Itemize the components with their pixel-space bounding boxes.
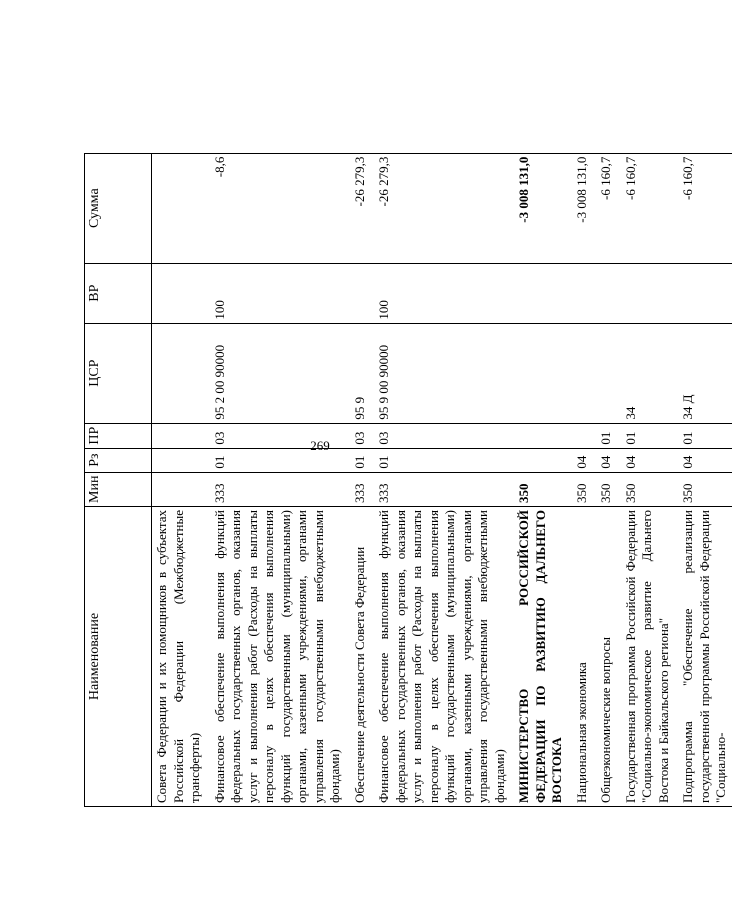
cell-csr: 95 9	[346, 323, 371, 423]
cell-min: 350	[617, 472, 675, 506]
cell-name: Финансовое обеспечение выполнения функций федеральных государственных органов, оказания услуг и выполнения работ (Расходы на выплаты персоналу в целях обеспечения выполнения функций государственными (муниципальными) органами, казенными учреждениями, органами управления государственными внебюджетными фондами)	[370, 507, 510, 807]
cell-rz	[152, 448, 206, 472]
cell-rz: 04	[674, 448, 732, 472]
cell-csr: 34 Д	[674, 323, 732, 423]
table-row	[346, 153, 371, 806]
cell-pr: 01	[592, 423, 617, 448]
cell-csr: 95 2 00 90000	[206, 323, 346, 423]
cell-min: 350	[510, 472, 568, 506]
cell-sum: -3 008 131,0	[510, 153, 568, 263]
cell-vr	[568, 263, 593, 323]
cell-min	[152, 472, 206, 506]
header-vr: ВР	[85, 263, 152, 323]
table-row	[568, 153, 593, 806]
cell-vr	[674, 263, 732, 323]
cell-name: Государственная программа Российской Федерации "Социально-экономическое развитие Дальнего Востока и Байкальского региона"	[617, 507, 675, 807]
cell-pr: 01	[674, 423, 732, 448]
table-row	[674, 153, 732, 806]
cell-csr	[152, 323, 206, 423]
cell-pr: 03	[206, 423, 346, 448]
cell-vr	[592, 263, 617, 323]
cell-sum: -26 279,3	[346, 153, 371, 263]
cell-vr: 100	[206, 263, 346, 323]
table-row	[370, 153, 510, 806]
cell-vr	[152, 263, 206, 323]
cell-name: Национальная экономика	[568, 507, 593, 807]
table-body	[152, 153, 732, 806]
cell-sum: -3 008 131,0	[568, 153, 593, 263]
cell-pr	[510, 423, 568, 448]
cell-pr: 01	[617, 423, 675, 448]
cell-rz: 04	[568, 448, 593, 472]
cell-rz: 01	[370, 448, 510, 472]
cell-min: 333	[370, 472, 510, 506]
header-rz: Рз	[85, 448, 152, 472]
table-row	[152, 153, 206, 806]
cell-pr	[568, 423, 593, 448]
cell-csr: 34	[617, 323, 675, 423]
cell-name: МИНИСТЕРСТВО РОССИЙСКОЙ ФЕДЕРАЦИИ ПО РАЗВИТИЮ ДАЛЬНЕГО ВОСТОКА	[510, 507, 568, 807]
cell-rz: 01	[206, 448, 346, 472]
cell-name: Финансовое обеспечение выполнения функций федеральных государственных органов, оказания услуг и выполнения работ (Расходы на выплаты персоналу в целях обеспечения выполнения функций государственными (муниципальными) органами, казенными учреждениями, органами управления государственными внебюджетными фондами)	[206, 507, 346, 807]
cell-min: 333	[206, 472, 346, 506]
cell-csr	[592, 323, 617, 423]
cell-sum: -6 160,7	[617, 153, 675, 263]
header-csr: ЦСР	[85, 323, 152, 423]
cell-csr	[510, 323, 568, 423]
header-sum: Сумма	[85, 153, 152, 263]
cell-min: 333	[346, 472, 371, 506]
cell-sum: -6 160,7	[592, 153, 617, 263]
cell-sum	[152, 153, 206, 263]
cell-csr: 95 9 00 90000	[370, 323, 510, 423]
cell-min: 350	[592, 472, 617, 506]
cell-name: Обеспечение деятельности Совета Федерации	[346, 507, 371, 807]
table-row	[592, 153, 617, 806]
budget-table	[84, 153, 732, 807]
table-row	[617, 153, 675, 806]
cell-csr	[568, 323, 593, 423]
cell-pr	[152, 423, 206, 448]
cell-sum: -8,6	[206, 153, 346, 263]
cell-rz: 01	[346, 448, 371, 472]
cell-vr	[617, 263, 675, 323]
cell-pr: 03	[346, 423, 371, 448]
cell-min: 350	[568, 472, 593, 506]
header-pr: ПР	[85, 423, 152, 448]
cell-name: Подпрограмма "Обеспечение реализации государственной программы Российской Федерации "Социально-	[674, 507, 732, 807]
cell-rz	[510, 448, 568, 472]
cell-vr	[346, 263, 371, 323]
table-header	[85, 153, 152, 806]
cell-sum: -26 279,3	[370, 153, 510, 263]
cell-pr: 03	[370, 423, 510, 448]
table-row	[206, 153, 346, 806]
header-name: Наименование	[85, 507, 152, 807]
cell-name: Общеэкономические вопросы	[592, 507, 617, 807]
cell-min: 350	[674, 472, 732, 506]
cell-rz: 04	[592, 448, 617, 472]
cell-name: Совета Федерации и их помощников в субъектах Российской Федерации (Межбюджетные трансферты)	[152, 507, 206, 807]
cell-sum: -6 160,7	[674, 153, 732, 263]
table-row	[510, 153, 568, 806]
header-min: Мин	[85, 472, 152, 506]
page-number: 269	[310, 438, 330, 453]
cell-vr: 100	[370, 263, 510, 323]
cell-rz: 04	[617, 448, 675, 472]
cell-vr	[510, 263, 568, 323]
